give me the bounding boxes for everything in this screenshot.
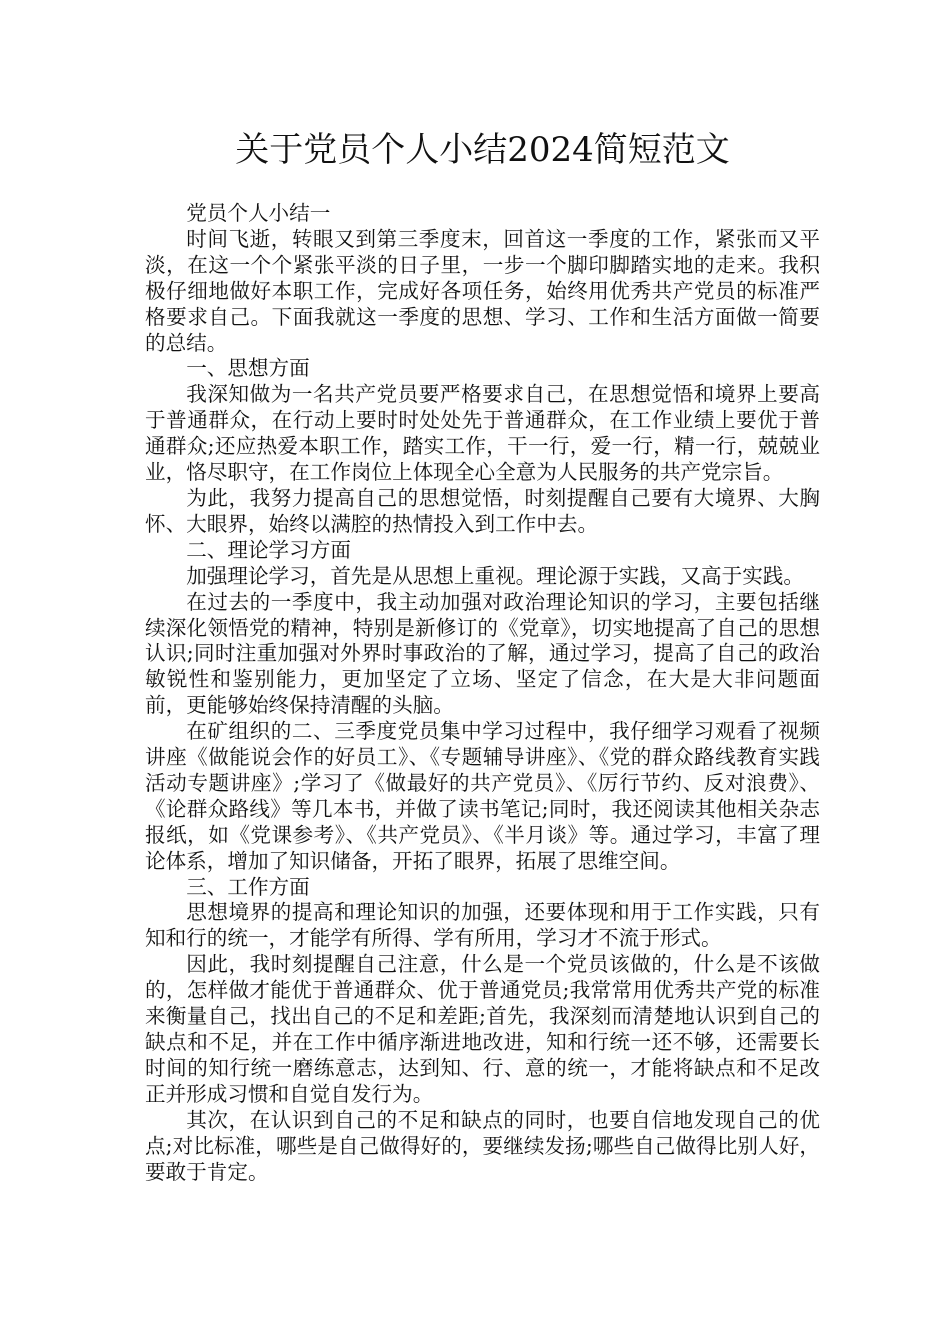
document-body [145,201,820,1185]
body-paragraph: 因此，我时刻提醒自己注意，什么是一个党员该做的，什么是不该做的，怎样做才能优于普通群众、优于普通党员;我常常用优秀共产党的标准来衡量自己，找出自己的不足和差距;首先，我深刻而清楚地认识到自己的缺点和不足，并在工作中循序渐进地改进，知和行统一还不够，还需要长时间的知行统一磨练意志，达到知、行、意的统一，才能将缺点和不足改正并形成习惯和自觉自发行为。 [145,952,820,1106]
body-paragraph: 我深知做为一名共产党员要严格要求自己，在思想觉悟和境界上要高于普通群众，在行动上要时时处处先于普通群众，在工作业绩上要优于普通群众;还应热爱本职工作，踏实工作，干一行，爱一行，精一行，兢兢业业，恪尽职守，在工作岗位上体现全心全意为人民服务的共产党宗旨。 [145,382,820,485]
body-paragraph: 在过去的一季度中，我主动加强对政治理论知识的学习，主要包括继续深化领悟党的精神，特别是新修订的《党章》，切实地提高了自己的思想认识;同时注重加强对外界时事政治的了解，通过学习，提高了自己的政治敏锐性和鉴别能力，更加坚定了立场、坚定了信念，在大是大非问题面前，更能够始终保持清醒的头脑。 [145,589,820,718]
section-heading: 三、工作方面 [186,874,310,899]
body-paragraph: 时间飞逝，转眼又到第三季度末，回首这一季度的工作，紧张而又平淡，在这一个个紧张平淡的日子里，一步一个脚印脚踏实地的走来。我积极仔细地做好本职工作，完成好各项任务，始终用优秀共产党员的标准严格要求自己。下面我就这一季度的思想、学习、工作和生活方面做一简要的总结。 [145,226,820,355]
body-paragraph: 其次，在认识到自己的不足和缺点的同时，也要自信地发现自己的优点;对比标准，哪些是自己做得好的，要继续发扬;哪些自己做得比别人好，要敢于肯定。 [145,1107,820,1184]
section-heading: 一、思想方面 [186,356,310,381]
body-paragraph: 为此，我努力提高自己的思想觉悟，时刻提醒自己要有大境界、大胸怀、大眼界，始终以满腔的热情投入到工作中去。 [145,485,820,536]
document-title: 关于党员个人小结2024简短范文 [235,130,730,170]
body-paragraph: 加强理论学习，首先是从思想上重视。理论源于实践，又高于实践。 [186,563,804,588]
section-heading: 党员个人小结一 [186,201,331,225]
section-heading: 二、理论学习方面 [186,537,351,562]
body-paragraph: 在矿组织的二、三季度党员集中学习过程中，我仔细学习观看了视频讲座《做能说会作的好员工》、《专题辅导讲座》、《党的群众路线教育实践活动专题讲座》;学习了《做最好的共产党员》、《厉行节约、反对浪费》、《论群众路线》等几本书，并做了读书笔记;同时，我还阅读其他相关杂志报纸，如《党课参考》、《共产党员》、《半月谈》等。通过学习，丰富了理论体系，增加了知识储备，开拓了眼界，拓展了思维空间。 [145,719,820,873]
body-paragraph: 思想境界的提高和理论知识的加强，还要体现和用于工作实践，只有知和行的统一，才能学有所得、学有所用，学习才不流于形式。 [145,900,820,951]
